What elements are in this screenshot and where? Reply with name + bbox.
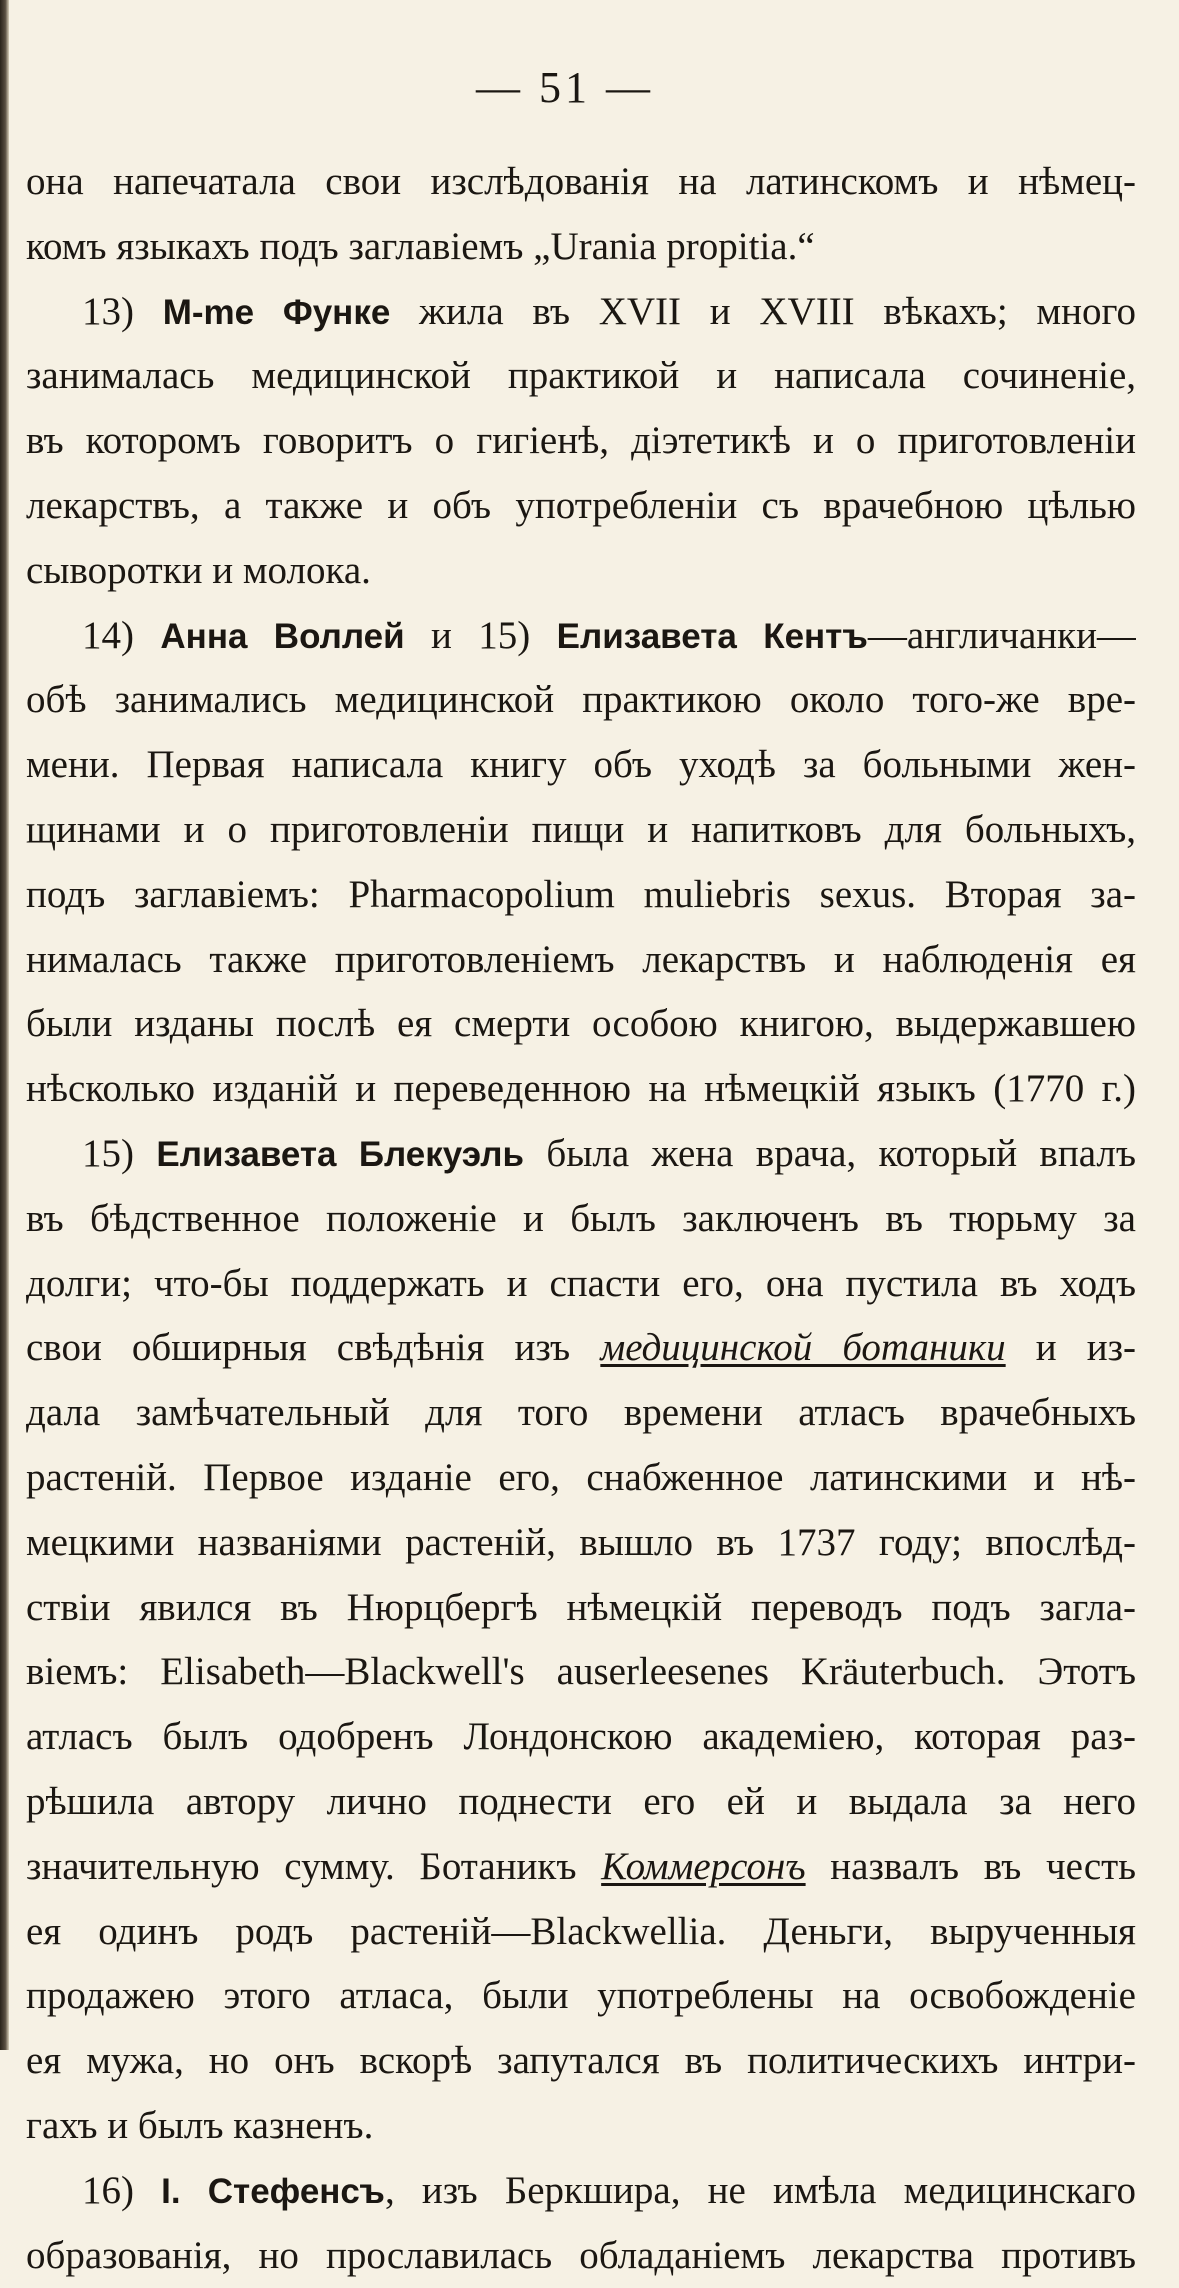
person-name: Елизавета Блекуэль [156, 1135, 524, 1174]
text-line: долги; что-бы поддержать и спасти его, она пустила въ ходъ [26, 1252, 1136, 1317]
person-name: I. Стефенсъ [161, 2172, 385, 2211]
page-number: — 51 — [0, 62, 1130, 113]
text-line: продажею этого атласа, были употреблены на освобожденіе [26, 1964, 1136, 2029]
text-line: въ которомъ говоритъ о гигіенѣ, діэтетикѣ и о приготовленіи [26, 409, 1136, 474]
text-line: рѣшила автору лично поднести его ей и выдала за него [26, 1770, 1136, 1835]
text-line: занималась медицинской практикой и написала сочиненіе, [26, 344, 1136, 409]
text-line: въ бѣдственное положеніе и былъ заключенъ въ тюрьму за [26, 1187, 1136, 1252]
text-line: подъ заглавіемъ: Pharmacopolium muliebris sexus. Вторая за- [26, 863, 1136, 928]
text-line: были изданы послѣ ея смерти особою книгою, выдержавшею [26, 992, 1136, 1057]
text-line: свои обширныя свѣдѣнія изъ медицинской ботаники и из- [26, 1316, 1136, 1381]
person-name: М-me Функе [163, 293, 391, 332]
text-line: она напечатала свои изслѣдованія на латинскомъ и нѣмец- [26, 150, 1136, 215]
text-line: лекарствъ, а также и объ употребленіи съ врачебною цѣлью [26, 474, 1136, 539]
text-line: растеній. Первое изданіе его, снабженное латинскими и нѣ- [26, 1446, 1136, 1511]
text-line: комъ языкахъ подъ заглавіемъ „Urania propitia.“ [26, 215, 1136, 280]
text-line: значительную сумму. Ботаникъ Коммерсонъ назвалъ въ честь [26, 1835, 1136, 1900]
text-line: ствіи явился въ Нюрцбергѣ нѣмецкій переводъ подъ загла- [26, 1576, 1136, 1641]
person-name: Елизавета Кентъ [557, 617, 868, 656]
text-line: образованія, но прославилась обладаніемъ лекарства противъ [26, 2224, 1136, 2288]
text-line: гахъ и былъ казненъ. [26, 2094, 1136, 2159]
text-line: мецкими названіями растеній, вышло въ 1737 году; впослѣд- [26, 1511, 1136, 1576]
text-line: атласъ былъ одобренъ Лондонскою академіею, которая раз- [26, 1705, 1136, 1770]
italic-term: медицинской ботаники [600, 1326, 1005, 1369]
person-name: Анна Воллей [160, 617, 404, 656]
text-line: сыворотки и молока. [26, 539, 1136, 604]
text-line: дала замѣчательный для того времени атласъ врачебныхъ [26, 1381, 1136, 1446]
book-spine-edge [0, 0, 9, 2050]
body-text [26, 150, 1136, 2288]
paragraph-13-start: 13) М-me Функе жила въ XVII и XVIII вѣкахъ; много [26, 280, 1136, 345]
text-line: щинами и о приготовленіи пищи и напитковъ для больныхъ, [26, 798, 1136, 863]
text-line: мени. Первая написала книгу объ уходѣ за больными жен- [26, 733, 1136, 798]
paragraph-15-start: 15) Елизавета Блекуэль была жена врача, который впалъ [26, 1122, 1136, 1187]
text-line: обѣ занимались медицинской практикою около того-же вре- [26, 668, 1136, 733]
text-line: нѣсколько изданій и переведенною на нѣмецкій языкъ (1770 г.) [26, 1057, 1136, 1122]
text-line: віемъ: Elisabeth—Blackwell's auserleesenes Kräuterbuch. Этотъ [26, 1640, 1136, 1705]
text-line: нималась также приготовленіемъ лекарствъ и наблюденія ея [26, 928, 1136, 993]
italic-term: Коммерсонъ [601, 1845, 805, 1888]
text-line: ея мужа, но онъ вскорѣ запутался въ политическихъ интри- [26, 2029, 1136, 2094]
paragraph-14-start: 14) Анна Воллей и 15) Елизавета Кентъ—англичанки— [26, 604, 1136, 669]
paragraph-16-start: 16) I. Стефенсъ, изъ Беркшира, не имѣла медицинскаго [26, 2159, 1136, 2224]
text-line: ея одинъ родъ растеній—Blackwellia. Деньги, вырученныя [26, 1900, 1136, 1965]
